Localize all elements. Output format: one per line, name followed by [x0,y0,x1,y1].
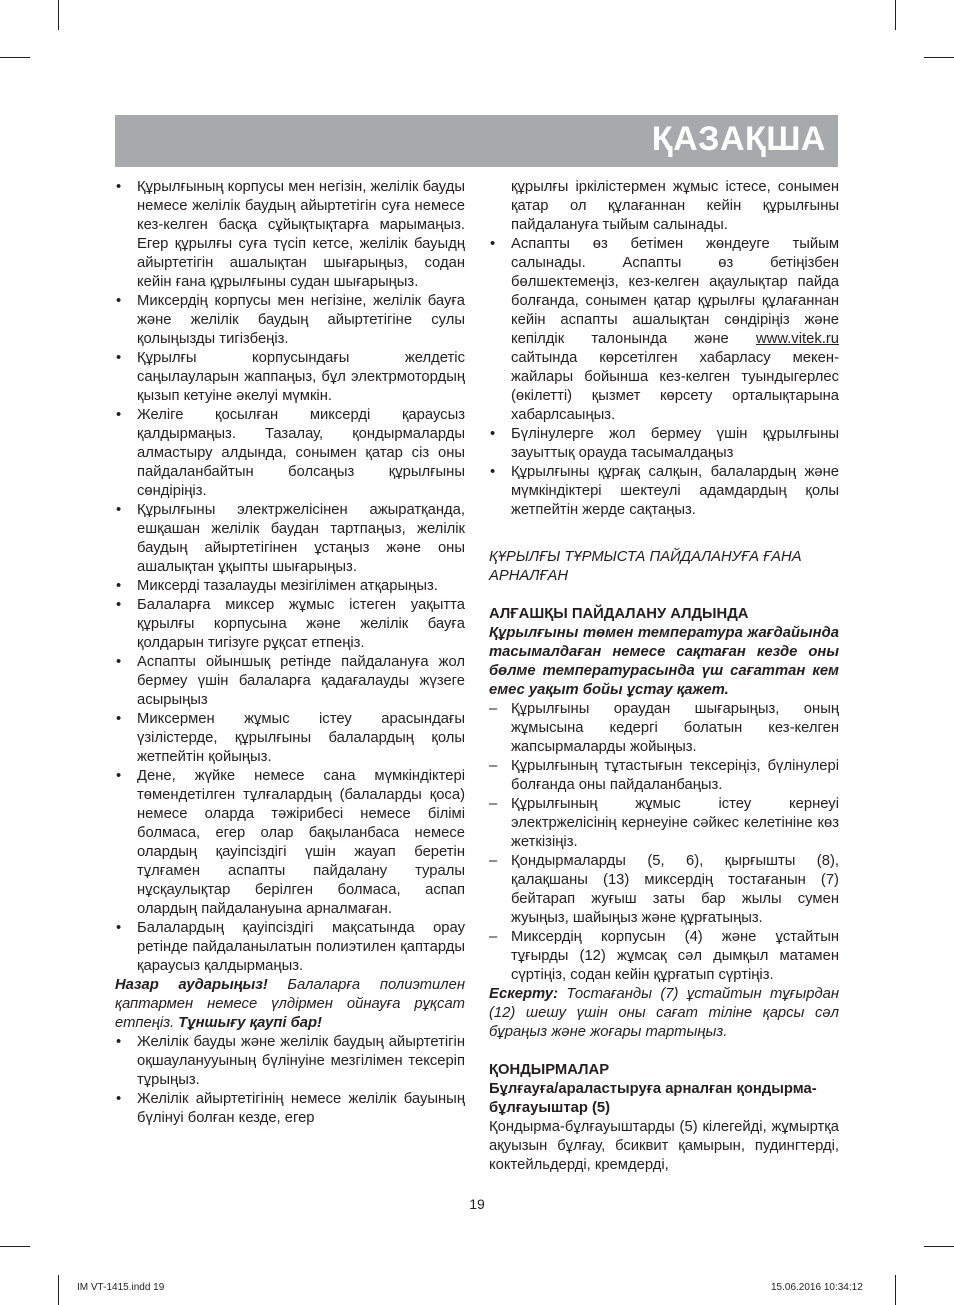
list-item [115,710,465,767]
list-item [489,463,839,520]
crop-mark [895,1275,896,1305]
list-item-text: Миксердің корпусын (4) және ұстайтын тұғырды (12) жұмсақ сәл дымқыл матамен сүртіңіз, содан кейін құрғатып сүртіңіз. [511,929,839,983]
list-item [115,596,465,653]
list-item-text: Құрылғыны ораудан шығарыңыз, оның жұмысына кедергі болатын кез-келген жапсырмаларды жойыңыз. [511,701,839,755]
bullet-icon: • [116,920,122,936]
list-item-text: Құрылғы корпусындағы желдетіс саңылауларын жаппаңыз, бұл электрмотордың қызып кетуіне әкелуі мүмкін. [137,350,465,404]
crop-mark [924,57,954,58]
list-item [115,349,465,406]
crop-mark [0,57,30,58]
bullet-icon: • [116,407,122,423]
page-title: ҚАЗАҚША [651,120,826,158]
bullet-icon: • [116,350,122,366]
crop-mark [58,1275,59,1305]
list-item-text: Қондырмаларды (5, 6), қырғышты (8), қалақшаны (13) миксердің тостағанын (7) бейтарап жуғыш заты бар жылы сумен жуыңыз, шайыңыз және құрғатыңыз. [511,853,839,926]
crop-mark [895,0,896,30]
bullet-icon: • [116,179,122,195]
crop-mark [924,1246,954,1247]
list-item-text: Бүлінулерге жол бермеу үшін құрылғыны зауыттық орауда тасымалдаңыз [511,426,839,461]
list-item-text: Құрылғыны құрғақ салқын, балалардың және мүмкіндіктері шектеулі адамдардың қолы жетпейтін жерде сақтаңыз. [511,464,839,518]
storage-bullet-list [489,425,839,520]
crop-mark [0,1246,30,1247]
dash-icon: – [489,796,498,812]
dash-icon: – [489,758,498,774]
list-item [115,406,465,501]
footer-timestamp: 15.06.2016 10:34:12 [771,1282,863,1293]
list-item-text: Миксермен жұмыс істеу арасындағы үзілістерде, құрылғыны балалардың қолы жетпейтін қойыңыз. [137,711,465,765]
bullet-icon: • [490,464,496,480]
note-label: Ескерту: [489,986,558,1002]
list-item [115,653,465,710]
attention-danger: Тұншығу қаупі бар! [178,1015,322,1031]
list-item: • Аспапты өз бетімен жөндеуге тыйым салынады. Аспапты өз бетіңізбен бөлшектемеңіз, кез-келген ақаулықтар пайда болғанда, сонымен қатар құрылғы құлағаннан кейін аспапты ашалықтан сөндіріңіз және кепілдік талонында және www.vitek.ru сайтында көрсетілген хабарласу мекен-жайлары бойынша кез-келген туындыгерлес (өкілетті) қызмет көрсету орталықтарына хабарлсаыңыз. [490,236,839,423]
list-item [115,178,465,292]
bullet-icon: • [116,293,122,309]
list-item [115,767,465,919]
footer-file-name: IM VT-1415.indd 19 [77,1282,165,1293]
list-item-text: Құрылғының жұмыс істеу кернеуі электржелісінің кернеуіне сәйкес келетініне көз жеткізіңіз. [511,796,839,850]
continuation-text: құрылғы іркілістермен жұмыс істесе, сонымен қатар ол құлағаннан кейін құрылғыны пайдалануға тыйым салынады. [511,179,839,233]
list-item-text: Құрылғыны электржелісінен ажыратқанда, ешқашан желілік баудан тартпаңыз, желілік баудың айыртетігінен ұстаңыз және оны ашалықтан ұқыпты шығарыңыз. [137,502,465,575]
bullet-icon: • [116,711,122,727]
note-paragraph [489,985,839,1042]
attention-text: Балаларға полиэтилен қаптармен немесе үлдірмен ойнауға рұқсат етпеңіз. [115,977,465,1031]
page-number: 19 [469,1196,485,1212]
bullet-icon: • [116,1034,122,1050]
bullet-icon: • [490,426,496,442]
attention-label: Назар аударыңыз! [115,977,268,993]
list-item [115,1033,465,1090]
bullet-icon: • [116,654,122,670]
list-item-text: Балалардың қауіпсіздігі мақсатында орау ретінде пайдаланылатын полиэтилен қаптарды қараусыз қалдырмаңыз. [137,920,465,974]
list-item [489,852,839,928]
safety-bullet-list [115,178,465,976]
note-text: Тостағанды (7) ұстайтын тұғырдан (12) шешу үшін оны сағат тіліне қарсы сәл бұраңыз және жоғары тартыңыз. [489,986,839,1040]
language-header-bar [115,115,838,167]
dash-icon: – [489,929,498,945]
before-use-warning: Құрылғыны төмен температура жағдайында тасымалдаған немесе сақтаған кезде оны бөлме температурасында үш сағаттан кем емес уақыт бойы ұстау қажет. [489,625,839,698]
list-item-text: Желілік айыртетігінің немесе желілік бауының бүлінуі болған кезде, егер [137,1091,465,1126]
list-item [489,795,839,852]
list-item-text: Дене, жүйке немесе сана мүмкіндіктері төмендетілген тұлғалардың (балаларды қоса) немесе оларда тәжірибесі немесе білімі болмаса, егер олар бақыланбаса немесе олардың қауіпсіздігі үшін жауап беретін тұлғамен аспапты пайдалану туралы нұсқаулықтар берілген болмаса, аспап олардың пайдалануына арналмаған. [137,768,465,917]
before-use-heading: АЛҒАШҚЫ ПАЙДАЛАНУ АЛДЫНДА [489,606,749,622]
list-item-text: Желілік бауды және желілік баудың айыртетігін оқшауланууының бүлінуіне мезгілімен тексеріп тұрыңыз. [137,1034,465,1088]
list-item-text: Желіге қосылған миксерді қараусыз қалдырмаңыз. Тазалау, қондырмаларды алмастыру алдында, сонымен қатар сіз оны пайдаланбайтын болсаңыз құрылғыны сөндіріңіз. [137,407,465,499]
dash-icon: – [489,701,498,717]
list-item-text: Құрылғының тұтастығын тексеріңіз, бүлінулері болғанда оны пайдаланбаңыз. [511,758,839,793]
bullet-icon: • [116,1091,122,1107]
bullet-icon: • [490,236,496,252]
left-column [115,178,465,1128]
cord-check-bullet-list [115,1033,465,1128]
list-item [489,700,839,757]
preparation-dash-list [489,700,839,985]
attention-paragraph [115,976,465,1033]
dash-icon: – [489,853,498,869]
bullet-icon: • [116,597,122,613]
list-item [489,425,839,463]
repair-bullet-list [489,235,839,425]
list-item-text: Құрылғының корпусы мен негізін, желілік бауды немесе желілік баудың айыртетігін суға немесе кез-келген басқа сұйықтықтарға марымаңыз. Егер құрылғы суға түсіп кетсе, желілік бауыдң айыртетігін ашалықтан шығарыңыз, содан кейін ғана құрылғыны судан шығарыңыз. [137,179,465,290]
list-item [115,919,465,976]
bullet-icon: • [116,502,122,518]
bullet-icon: • [116,578,122,594]
list-item-text: Миксердің корпусы мен негізіне, желілік бауға және желілік баудың айыртетігіне сулы қолыңызды тигізбеңіз. [137,293,465,347]
list-item [489,757,839,795]
bullet-icon: • [116,768,122,784]
right-column [489,178,839,1175]
list-item-text: Аспапты ойыншық ретінде пайдалануға жол бермеу үшін балаларға қадағалауды жүзеге асырыңыз [137,654,465,708]
crop-mark [58,0,59,30]
attachments-subheading: Бұлғауға/араластыруға арналған қондырма-бұлғауыштар (5) [489,1081,817,1116]
vitek-website-link[interactable]: www.vitek.ru [755,331,839,347]
list-item [489,928,839,985]
list-item [115,292,465,349]
attachments-heading: ҚОНДЫРМАЛАР [489,1062,610,1078]
household-use-note: ҚҰРЫЛҒЫ ТҰРМЫСТА ПАЙДАЛАНУҒА ҒАНА АРНАЛҒАН [489,549,802,584]
list-item-text: Миксерді тазалауды мезігілімен атқарыңыз. [137,578,438,594]
attachments-text: Қондырма-бұлғауыштарды (5) кілегейді, жұмыртқа ақуызын бұлғау, бсиквит қамырын, пудингтерді, коктейльдерді, кремдерді, [489,1119,839,1173]
list-item [115,501,465,577]
list-item [115,577,465,596]
list-item [115,1090,465,1128]
list-item-text: Балаларға миксер жұмыс істеген уақытта құрылғы корпусына және желілік бауға қолдарын тигізуге рұқсат етпеңіз. [137,597,465,651]
